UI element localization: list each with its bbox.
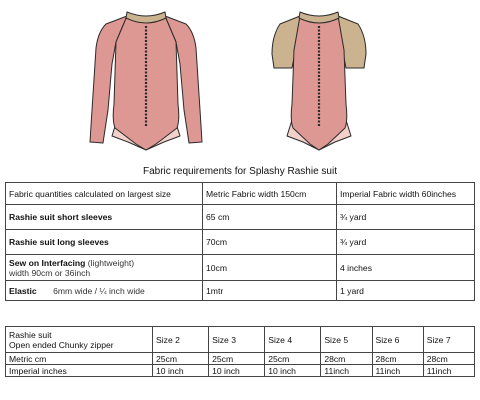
size-value: 28cm: [321, 353, 372, 365]
header-cell: Fabric quantities calculated on largest size: [6, 183, 203, 205]
row-label: Metric cm: [6, 353, 153, 365]
fabric-requirements-caption: Fabric requirements for Splashy Rashie suit: [143, 166, 337, 177]
table-row: [6, 230, 475, 255]
imperial-value: ¾ yard: [337, 205, 475, 230]
imperial-value: 1 yard: [337, 281, 475, 301]
metric-value: 65 cm: [203, 205, 337, 230]
size-value: 10 inch: [209, 365, 265, 377]
size-value: 25cm: [209, 353, 265, 365]
metric-value: 70cm: [203, 230, 337, 255]
table-row: [6, 255, 475, 281]
row-label: Rashie suit long sleeves: [6, 230, 203, 255]
metric-value: 1mtr: [203, 281, 337, 301]
size-header: Size 4: [265, 327, 321, 353]
size-header: Size 5: [321, 327, 372, 353]
short-sleeve-suit-illustration: [272, 12, 366, 150]
size-header: Size 6: [372, 327, 423, 353]
header-cell: Imperial Fabric width 60inches: [337, 183, 475, 205]
imperial-value: ¾ yard: [337, 230, 475, 255]
row-label-line2: width 90cm or 36inch: [9, 267, 91, 278]
size-value: 10 inch: [265, 365, 321, 377]
long-sleeve-suit-illustration: [90, 12, 202, 150]
fabric-table-header-row: [6, 183, 475, 205]
row-label-main: Sew on Interfacing: [9, 257, 86, 268]
size-header: Size 2: [153, 327, 209, 353]
row-label-main: Elastic: [9, 285, 37, 296]
row-label: Imperial inches: [6, 365, 153, 377]
size-header: Size 3: [209, 327, 265, 353]
zipper-size-table: [5, 326, 475, 377]
size-value: 10 inch: [153, 365, 209, 377]
row-label: [6, 281, 203, 301]
table-row: [6, 205, 475, 230]
header-cell: Metric Fabric width 150cm: [203, 183, 337, 205]
row-label: Rashie suit short sleeves: [6, 205, 203, 230]
row-label-suffix: (lightweight): [87, 257, 135, 268]
size-table-title-cell: [6, 327, 153, 353]
imperial-value: 4 inches: [337, 255, 475, 281]
table-row: [6, 365, 475, 377]
size-value: 11inch: [321, 365, 372, 377]
row-label-suffix: 6mm wide / ¼ inch wide: [53, 285, 145, 296]
table-row: [6, 353, 475, 365]
size-value: 11inch: [372, 365, 423, 377]
garment-illustrations: [0, 0, 480, 165]
size-value: 28cm: [423, 353, 474, 365]
size-value: 25cm: [265, 353, 321, 365]
size-table-title: Rashie suit: [9, 329, 52, 340]
size-value: 25cm: [153, 353, 209, 365]
size-table-header-row: [6, 327, 475, 353]
size-table-subtitle: Open ended Chunky zipper: [9, 339, 114, 350]
table-row: [6, 281, 475, 301]
fabric-requirements-table: [5, 182, 475, 301]
row-label: [6, 255, 203, 281]
size-value: 28cm: [372, 353, 423, 365]
metric-value: 10cm: [203, 255, 337, 281]
size-header: Size 7: [423, 327, 474, 353]
size-value: 11inch: [423, 365, 474, 377]
